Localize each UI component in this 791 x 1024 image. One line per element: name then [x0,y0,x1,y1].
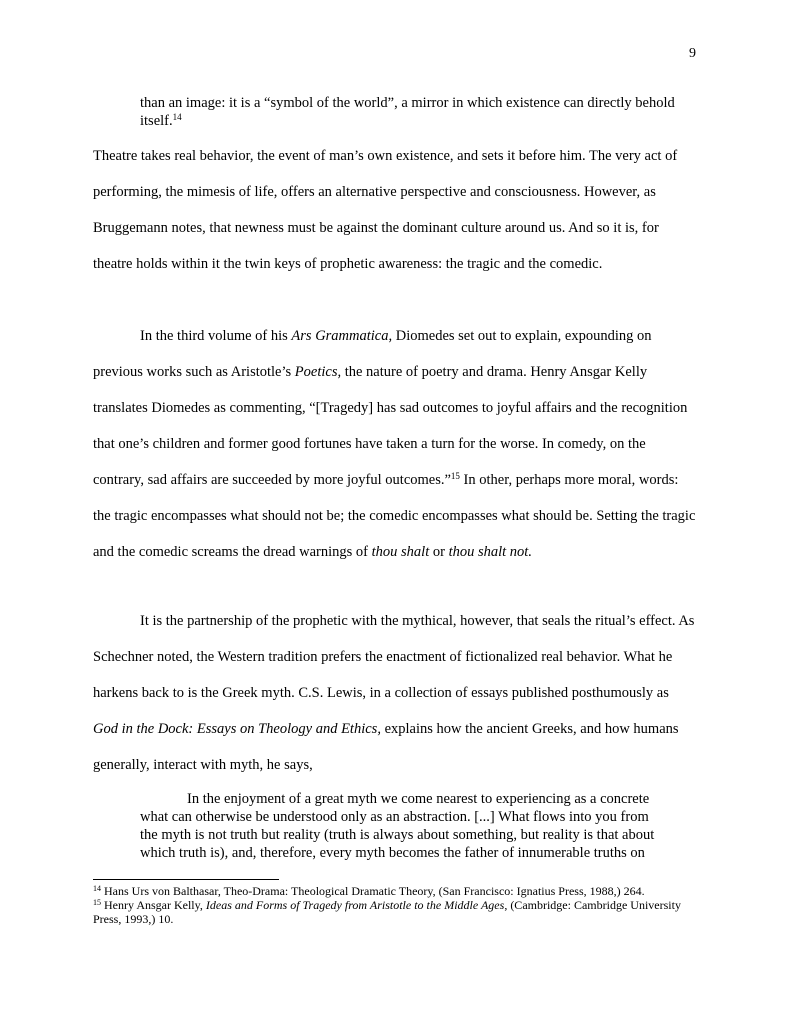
block-quote-line: In the enjoyment of a great myth we come nearest to experiencing as a concrete [187,791,650,807]
paragraph-theatre [93,138,696,282]
footnote-15 [93,898,703,926]
paragraph-text: In the third volume of his [140,328,292,344]
block-quote-line: what can otherwise be understood only as an abstraction. [...] What flows into you from [140,809,649,825]
paragraph-text: explains how the ancient Greeks, and how humans generally, interact with myth, he says, [93,721,679,773]
footnote-14 [93,884,703,898]
title-poetics: Poetics, [294,364,342,380]
footnote-ref-15[interactable]: 15 [450,471,460,481]
paragraph-text: Diomedes set out to explain, expounding on previous works such as Aristotle’s [93,328,652,380]
paragraph-diomedes [93,318,696,570]
footnote-ref-14[interactable]: 14 [172,112,182,122]
block-quote-line: which truth is), and, therefore, every myth becomes the father of innumerable truths on [140,845,645,861]
block-quote-text: than an image: it is a “symbol of the world”, a mirror in which existence can directly behold itself. [140,95,675,129]
block-quote-line: the myth is not truth but reality (truth is always about something, but reality is that about [140,827,655,843]
title-god-in-the-dock: God in the Dock: Essays on Theology and Ethics, [93,721,381,737]
footnote-separator [93,879,279,880]
footnote-text: Henry Ansgar Kelly, [104,898,206,912]
phrase-thou-shalt: thou shalt [371,544,430,560]
footnote-text: , (Cambridge: Cambridge University Press, 1993,) 10. [93,898,681,926]
footnote-title: Ideas and Forms of Tragedy from Aristotle to the Middle Ages [205,898,505,912]
paragraph-text: the nature of poetry and drama. Henry Ansgar Kelly translates Diomedes as commenting, “[Tragedy] has sad outcomes to joyful affairs and the recognition that one’s children and former good fortunes have taken a turn for the worse. In comedy, on the contrary, sad affairs are succeeded by more joyful outcomes.” [93,364,688,488]
footnote-number: 14 [93,884,101,893]
footnote-number: 15 [93,898,101,907]
paragraph-myth [93,603,696,783]
paragraph-text: Theatre takes real behavior, the event of man’s own existence, and sets it before him. The very act of performing, the mimesis of life, offers an alternative perspective and consciousness. However, as Bruggemann notes, that newness must be against the dominant culture around us. And so it is, for theatre holds within it the twin keys of prophetic awareness: the tragic and the comedic. [93,148,678,272]
block-quote-continuation [140,94,696,130]
paragraph-text: or [429,544,449,560]
paragraph-text: In other, perhaps more moral, words: the tragic encompasses what should not be; the comedic encompasses what should be. Setting the tragic and the comedic screams the dread warnings of [93,472,696,560]
paragraph-text: It is the partnership of the prophetic with the mythical, however, that seals the ritual’s effect. As Schechner noted, the Western tradition prefers the enactment of fictionalized real behavior. What he harkens back to is the Greek myth. C.S. Lewis, in a collection of essays published posthumously as [93,613,695,701]
title-ars-grammatica: Ars Grammatica, [291,328,393,344]
footnote-text: Hans Urs von Balthasar, Theo-Drama: Theological Dramatic Theory, (San Francisco: Ignatius Press, 1988,) 264. [104,884,645,898]
page-number: 9 [689,46,696,61]
phrase-thou-shalt-not: thou shalt not. [448,544,532,560]
footnotes [93,884,703,926]
block-quote-lewis [140,790,696,862]
